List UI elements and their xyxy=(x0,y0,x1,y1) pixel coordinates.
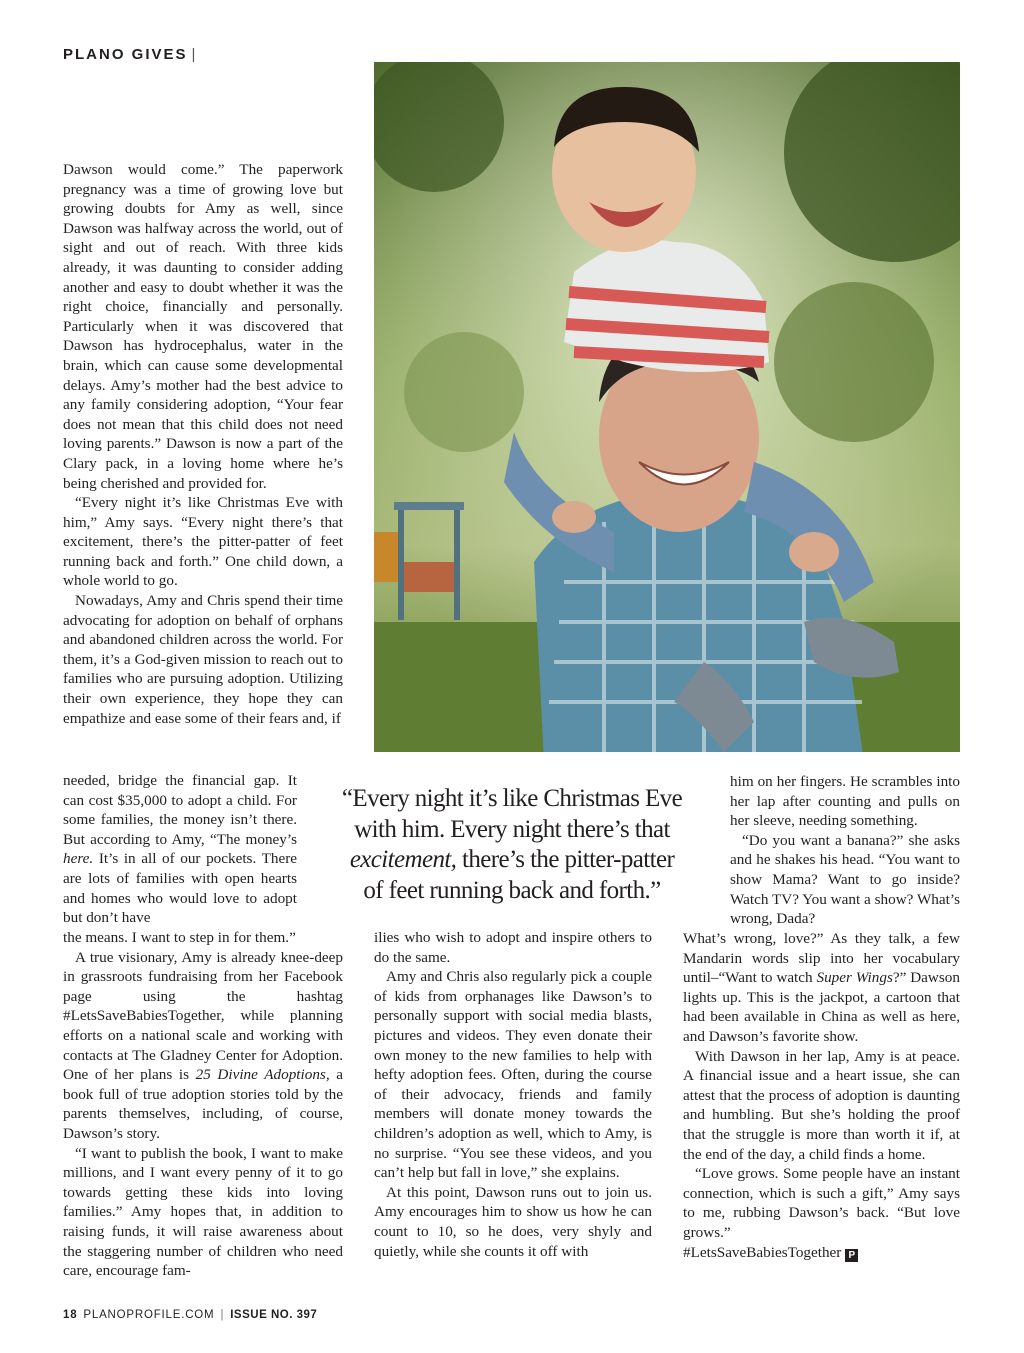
section-title: PLANO GIVES xyxy=(63,46,188,63)
paragraph: Nowadays, Amy and Chris spend their time advocating for adoption on behalf of orphans and abandoned children across the world. For them, it’s a God-given mission to reach out to families who are pursuing adoption. Utilizing their own experience, they hope they can empathize and ease some of their fears and, if xyxy=(63,592,343,727)
column-3-top xyxy=(730,772,960,929)
end-mark-icon: P xyxy=(845,1249,858,1262)
paragraph: the means. I want to step in for them.” xyxy=(63,929,296,946)
show-title: Super Wings xyxy=(816,969,893,987)
column-1-top xyxy=(63,160,343,728)
paragraph: “I want to publish the book, I want to make millions, and I want every penny of it to go towards getting these kids into loving families.” Amy hopes that, in addition to raising funds, it will raise awareness about the staggering number of children who need care, encourage fam- xyxy=(63,1144,343,1280)
paragraph: ilies who wish to adopt and inspire others to do the same. xyxy=(374,929,652,966)
paragraph xyxy=(63,771,297,928)
paragraph: “Love grows. Some people have an instant connection, which is such a gift,” Amy says to me, rubbing Dawson’s back. “But love grows.” xyxy=(683,1165,960,1241)
issue-number: ISSUE NO. 397 xyxy=(230,1309,318,1321)
paragraph: With Dawson in her lap, Amy is at peace. A financial issue and a heart issue, she can attest that the process of adoption is daunting and humbling. But she’s holding the proof that the struggle is more than worth it if, at the end of the day, a child finds a home. xyxy=(683,1047,960,1163)
pull-quote-emphasis: excitement, xyxy=(349,846,457,873)
book-title: 25 Divine Adoptions, xyxy=(195,1066,330,1084)
paragraph: At this point, Dawson runs out to join us. Amy encourages him to show us how he can count to 10, so he does, very shyly and quietly, while she counts it off with xyxy=(374,1183,652,1260)
column-1-wrap xyxy=(63,771,297,928)
footer-divider: | xyxy=(220,1309,225,1321)
paragraph: him on her fingers. He scrambles into her lap after counting and pulls on her sleeve, needing something. xyxy=(730,773,960,830)
page-footer xyxy=(63,1309,317,1321)
section-header xyxy=(63,46,195,63)
feature-photo xyxy=(374,62,960,752)
column-2 xyxy=(374,928,652,1261)
header-divider: | xyxy=(191,46,196,63)
column-1-bottom xyxy=(63,928,343,1281)
hashtag: #LetsSaveBabiesTogether xyxy=(683,1243,842,1261)
hashtag-line xyxy=(683,1243,960,1263)
pull-quote xyxy=(316,784,708,906)
column-3-bottom xyxy=(683,929,960,1262)
text-run: a book full of true adoption stories told by the parents themselves, including, of course, Dawson’s story. xyxy=(63,1066,343,1142)
website: PLANOPROFILE.COM xyxy=(83,1309,215,1321)
pull-quote-line: of feet running back and forth.” xyxy=(363,876,661,904)
pull-quote-line: “Every night it’s like Christmas Eve xyxy=(341,785,683,812)
page-number: 18 xyxy=(63,1309,78,1321)
pull-quote-line: with him. Every night there’s that xyxy=(354,815,670,843)
emphasis: here. xyxy=(63,850,94,868)
text-run: What’s wrong, love?” As they talk, a few Mandarin words slip into her vocabulary until–“Want to watch xyxy=(683,930,960,987)
text-run: there’s the pitter-patter xyxy=(456,846,675,873)
text-run: A true visionary, Amy is already knee-deep in grassroots fundraising from her Facebook page using the hashtag #LetsSaveBabiesTogether, while planning efforts on a national scale and working with contacts at The Gladney Center for Adoption. One of her plans is xyxy=(63,948,343,1084)
paragraph: Dawson would come.” The paperwork pregnancy was a time of growing love but growing doubts for Amy as well, since Dawson was halfway across the world, out of sight and out of reach. With three kids already, it was daunting to consider adding another and easy to doubt whether it was the right choice, financially and personally. Particularly when it was discovered that Dawson has hydrocephalus, water in the brain, which can cause some developmental delays. Amy’s mother had the best advice to any family considering adoption, “Your fear does not mean that this child does not need loving parents.” Dawson is now a part of the Clary pack, in a loving home where he’s being cherished and provided for. xyxy=(63,161,343,492)
text-run: ?” Dawson lights up. This is the jackpot, a cartoon that had been available in China as well as here, and Dawson’s favorite show. xyxy=(683,969,960,1045)
paragraph xyxy=(63,948,343,1144)
text-run: needed, bridge the financial gap. It can cost $35,000 to adopt a child. For some families, the money isn’t there. But according to Amy, “The money’s xyxy=(63,772,297,848)
paragraph: “Every night it’s like Christmas Eve with him,” Amy says. “Every night there’s that excitement, there’s the pitter-patter of feet running back and forth.” One child down, a whole world to go. xyxy=(63,494,343,590)
text-run: It’s in all of our pockets. There are lots of families with open hearts and homes who would love to adopt but don’t have xyxy=(63,850,297,927)
paragraph: Amy and Chris also regularly pick a couple of kids from orphanages like Dawson’s to personally support with social media blasts, pictures and videos. They even donate their own money to the new families to help with hefty adoption fees. Often, during the course of their advocacy, friends and family members will donate money towards the children’s adoption as well, which to Amy, is no surprise. “You see these videos, and you can’t help but fall in love,” she explains. xyxy=(374,968,652,1182)
photo-illustration xyxy=(374,62,960,752)
paragraph: “Do you want a banana?” she asks and he shakes his head. “You want to show Mama? Want to go inside? Watch TV? You want a show? What’s wrong, Dada? xyxy=(730,831,960,928)
pull-quote-line xyxy=(316,845,708,876)
paragraph xyxy=(683,929,960,1047)
